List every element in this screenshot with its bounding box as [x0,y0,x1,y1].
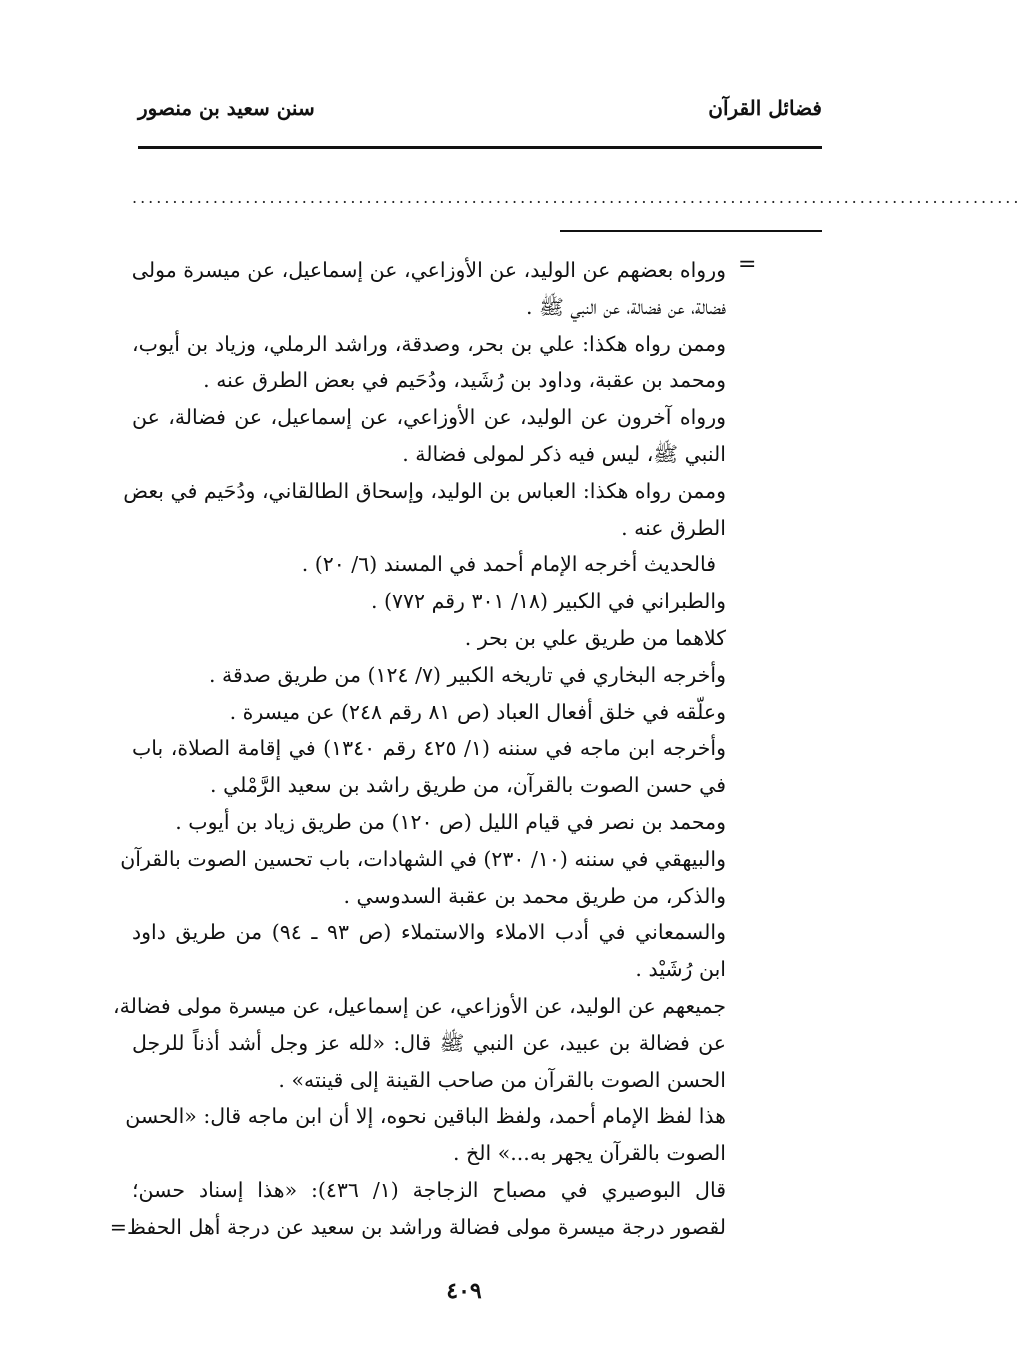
footnote-body [109,252,726,1246]
header-chapter-title: فضائل القرآن [708,96,822,120]
header-book-title: سنن سعيد بن منصور [138,96,315,120]
text-line: ورواه آخرون عن الوليد، عن الأوزاعي، عن إسماعيل، عن فضالة، عن [132,405,726,430]
text-line: وأخرجه البخاري في تاريخه الكبير (٧/ ١٢٤) من طريق صدقة . [208,662,726,687]
continuation-mark: = [738,252,757,277]
header-rule [138,146,822,149]
text-line: قال البوصيري في مصباح الزجاجة (١/ ٤٣٦): «هذا إسناد حسن؛ [132,1177,726,1202]
text-line: النبي ﷺ، ليس فيه ذكر لمولى فضالة . [402,441,726,466]
text-line: الحسن الصوت بالقرآن من صاحب القينة إلى قينته» . [278,1067,726,1092]
text-line: والسمعاني في أدب الاملاء والاستملاء (ص ٩٣ ـ ٩٤) من طريق داود [132,920,726,945]
text-line: الصوت بالقرآن يجهر به...» الخ . [453,1141,726,1166]
text-line: والطبراني في الكبير (١٨/ ٣٠١ رقم ٧٧٢) . [370,589,726,614]
text-line: كلاهما من طريق علي بن بحر . [464,625,726,650]
text-line: لقصور درجة ميسرة مولى فضالة وراشد بن سعيد عن درجة أهل الحفظ= [109,1214,726,1239]
text-line: وأخرجه ابن ماجه في سننه (١/ ٤٢٥ رقم ١٣٤٠) في إقامة الصلاة، باب [132,736,726,761]
text-line: وممن رواه هكذا: علي بن بحر، وصدقة، وراشد الرملي، وزياد بن أيوب، [132,331,726,356]
text-line: هذا لفظ الإمام أحمد، ولفظ الباقين نحوه، إلا أن ابن ماجه قال: «الحسن [125,1104,726,1129]
text-line: وعلّقه في خلق أفعال العباد (ص ٨١ رقم ٢٤٨) عن ميسرة . [229,699,726,724]
footnote-rule [560,230,822,232]
text-line: ومحمد بن نصر في قيام الليل (ص ١٢٠) من طريق زياد بن أيوب . [175,809,726,834]
text-line: والذكر، من طريق محمد بن عقبة السدوسي . [343,883,726,908]
page-number: ٤٠٩ [446,1278,482,1304]
text-line: ورواه بعضهم عن الوليد، عن الأوزاعي، عن إسماعيل، عن ميسرة مولى [131,258,726,282]
text-line: فالحديث أخرجه الإمام أحمد في المسند (٦/ ٢٠) . [301,552,716,577]
text-line: عن فضالة بن عبيد، عن النبي ﷺ قال: «لله عز وجل أشد أذناً للرجل [132,1030,726,1055]
dotted-separator: .............................................................................................................. [132,188,1021,207]
text-line: فضالة، عن فضالة، عن النبي ﷺ . [526,294,726,319]
running-header [138,96,822,136]
text-line: وممن رواه هكذا: العباس بن الوليد، وإسحاق الطالقاني، ودُحَيم في بعض [123,478,726,503]
text-line: ومحمد بن عقبة، وداود بن رُشَيد، ودُحَيم في بعض الطرق عنه . [203,368,726,393]
text-line: ابن رُشَيْد . [635,957,726,982]
text-line: جميعهم عن الوليد، عن الأوزاعي، عن إسماعيل، عن ميسرة مولى فضالة، [113,993,726,1018]
text-line: والبيهقي في سننه (١٠/ ٢٣٠) في الشهادات، باب تحسين الصوت بالقرآن [120,846,726,871]
text-line: في حسن الصوت بالقرآن، من طريق راشد بن سعيد الرَّمْلي . [210,773,726,798]
text-line: الطرق عنه . [621,515,726,540]
